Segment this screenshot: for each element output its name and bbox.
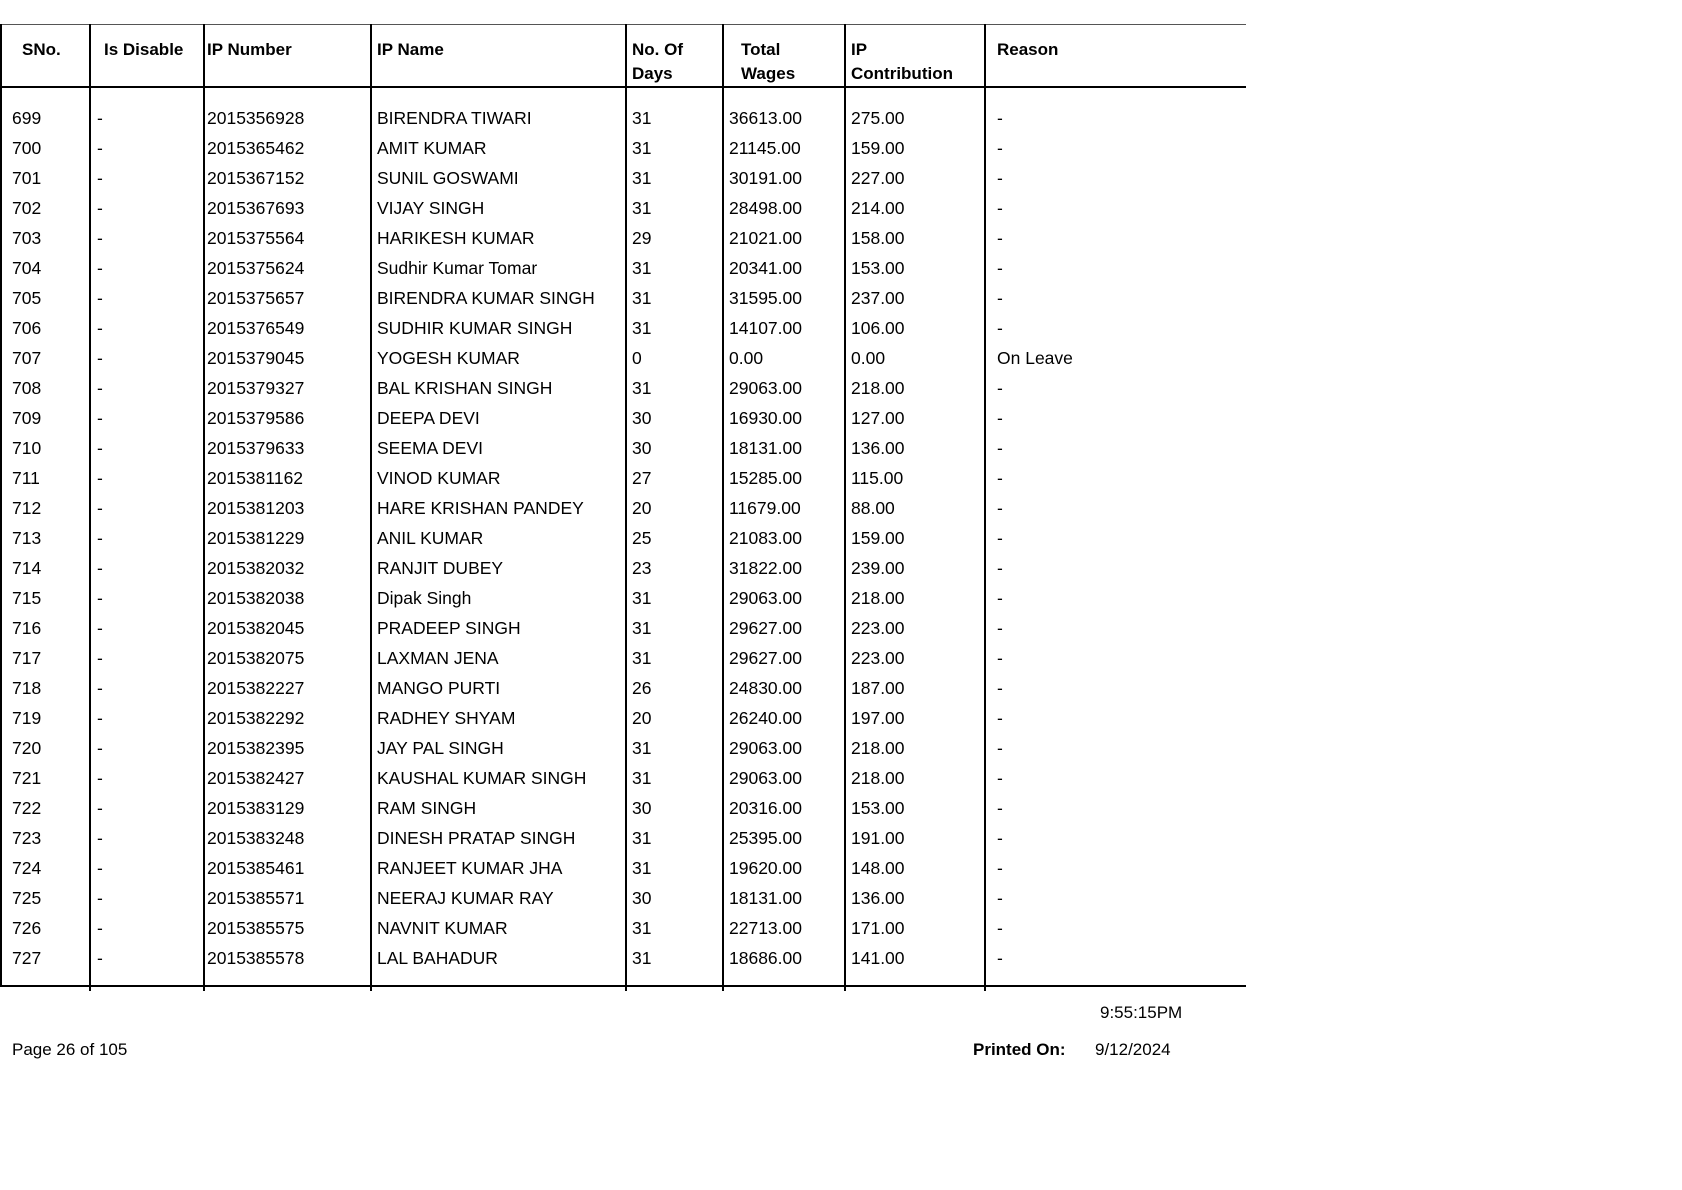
cell-is-disable: - (97, 438, 103, 458)
header-bottom-border (0, 86, 1246, 88)
cell-ip-name: RANJIT DUBEY (377, 558, 504, 578)
cell-no-of-days: 31 (632, 108, 652, 128)
cell-total-wages: 24830.00 (729, 678, 802, 698)
cell-ip-name: PRADEEP SINGH (377, 618, 521, 638)
cell-ip-number: 2015382395 (207, 738, 305, 758)
cell-sno: 699 (12, 108, 42, 128)
header-no-of-days: No. Of Days (632, 40, 683, 83)
column-divider (370, 24, 372, 991)
cell-is-disable: - (97, 318, 103, 338)
cell-is-disable: - (97, 528, 103, 548)
cell-reason: - (997, 108, 1003, 128)
cell-is-disable: - (97, 708, 103, 728)
cell-ip-number: 2015375657 (207, 288, 305, 308)
cell-reason: - (997, 678, 1003, 698)
cell-total-wages: 29063.00 (729, 588, 802, 608)
column-divider (89, 24, 91, 991)
cell-ip-contribution: 159.00 (851, 528, 905, 548)
header-ip-contribution: IP Contribution (851, 40, 953, 83)
cell-ip-number: 2015367693 (207, 198, 305, 218)
cell-ip-name: DEEPA DEVI (377, 408, 480, 428)
header-is-disable: Is Disable (104, 40, 184, 59)
cell-ip-contribution: 88.00 (851, 498, 895, 518)
column-divider (984, 24, 986, 991)
cell-total-wages: 16930.00 (729, 408, 802, 428)
cell-sno: 704 (12, 258, 42, 278)
cell-no-of-days: 31 (632, 858, 652, 878)
cell-ip-number: 2015379586 (207, 408, 305, 428)
cell-no-of-days: 30 (632, 438, 652, 458)
cell-no-of-days: 23 (632, 558, 652, 578)
cell-no-of-days: 31 (632, 588, 652, 608)
cell-is-disable: - (97, 198, 103, 218)
cell-ip-number: 2015382038 (207, 588, 305, 608)
cell-reason: On Leave (997, 348, 1073, 368)
cell-is-disable: - (97, 948, 103, 968)
cell-reason: - (997, 528, 1003, 548)
cell-ip-name: RADHEY SHYAM (377, 708, 516, 728)
cell-ip-name: VIJAY SINGH (377, 198, 485, 218)
cell-total-wages: 29627.00 (729, 648, 802, 668)
cell-reason: - (997, 948, 1003, 968)
cell-ip-number: 2015382227 (207, 678, 305, 698)
cell-ip-number: 2015383129 (207, 798, 305, 818)
cell-no-of-days: 30 (632, 408, 652, 428)
cell-no-of-days: 26 (632, 678, 652, 698)
cell-total-wages: 31595.00 (729, 288, 802, 308)
cell-ip-number: 2015385578 (207, 948, 305, 968)
cell-ip-number: 2015382427 (207, 768, 305, 788)
cell-ip-name: ANIL KUMAR (377, 528, 484, 548)
cell-ip-contribution: 0.00 (851, 348, 886, 368)
cell-total-wages: 31822.00 (729, 558, 802, 578)
cell-ip-number: 2015375624 (207, 258, 305, 278)
cell-total-wages: 26240.00 (729, 708, 802, 728)
cell-ip-name: AMIT KUMAR (377, 138, 487, 158)
cell-ip-name: HARIKESH KUMAR (377, 228, 535, 248)
cell-reason: - (997, 588, 1003, 608)
cell-total-wages: 11679.00 (729, 498, 801, 518)
cell-is-disable: - (97, 558, 103, 578)
cell-reason: - (997, 408, 1003, 428)
cell-ip-contribution: 239.00 (851, 558, 905, 578)
cell-reason: - (997, 228, 1003, 248)
cell-no-of-days: 27 (632, 468, 652, 488)
cell-ip-contribution: 223.00 (851, 648, 905, 668)
cell-reason: - (997, 648, 1003, 668)
cell-ip-name: BIRENDRA TIWARI (377, 108, 532, 128)
cell-ip-number: 2015356928 (207, 108, 305, 128)
cell-sno: 713 (12, 528, 42, 548)
page-number: Page 26 of 105 (12, 1040, 128, 1059)
cell-sno: 711 (12, 468, 40, 488)
cell-no-of-days: 20 (632, 498, 652, 518)
cell-no-of-days: 31 (632, 618, 652, 638)
cell-reason: - (997, 828, 1003, 848)
cell-reason: - (997, 168, 1003, 188)
cell-ip-contribution: 197.00 (851, 708, 905, 728)
cell-ip-contribution: 141.00 (851, 948, 905, 968)
header-total-wages: Total Wages (741, 40, 796, 83)
cell-no-of-days: 31 (632, 138, 652, 158)
cell-total-wages: 29063.00 (729, 738, 802, 758)
cell-sno: 715 (12, 588, 42, 608)
cell-ip-name: VINOD KUMAR (377, 468, 501, 488)
cell-ip-number: 2015381229 (207, 528, 305, 548)
cell-total-wages: 29627.00 (729, 618, 802, 638)
cell-is-disable: - (97, 768, 103, 788)
cell-sno: 706 (12, 318, 42, 338)
cell-sno: 703 (12, 228, 42, 248)
cell-ip-name: YOGESH KUMAR (377, 348, 520, 368)
cell-reason: - (997, 318, 1003, 338)
cell-total-wages: 20316.00 (729, 798, 802, 818)
cell-no-of-days: 31 (632, 918, 652, 938)
cell-no-of-days: 31 (632, 258, 652, 278)
header-sno: SNo. (22, 40, 61, 59)
cell-is-disable: - (97, 348, 103, 368)
cell-reason: - (997, 888, 1003, 908)
cell-sno: 721 (12, 768, 42, 788)
cell-ip-number: 2015379633 (207, 438, 305, 458)
cell-total-wages: 18131.00 (729, 438, 802, 458)
cell-ip-contribution: 153.00 (851, 798, 905, 818)
cell-total-wages: 18686.00 (729, 948, 802, 968)
cell-sno: 710 (12, 438, 42, 458)
cell-total-wages: 21145.00 (729, 138, 801, 158)
cell-total-wages: 18131.00 (729, 888, 802, 908)
cell-no-of-days: 31 (632, 648, 652, 668)
cell-sno: 707 (12, 348, 42, 368)
cell-ip-number: 2015379327 (207, 378, 305, 398)
cell-total-wages: 36613.00 (729, 108, 802, 128)
cell-ip-contribution: 218.00 (851, 588, 905, 608)
cell-ip-name: BAL KRISHAN SINGH (377, 378, 553, 398)
cell-ip-name: JAY PAL SINGH (377, 738, 504, 758)
cell-reason: - (997, 798, 1003, 818)
cell-total-wages: 30191.00 (729, 168, 802, 188)
cell-is-disable: - (97, 288, 103, 308)
cell-total-wages: 0.00 (729, 348, 764, 368)
table-bottom-border (0, 985, 1246, 987)
cell-reason: - (997, 918, 1003, 938)
cell-sno: 719 (12, 708, 42, 728)
cell-ip-contribution: 191.00 (851, 828, 905, 848)
cell-ip-contribution: 218.00 (851, 378, 905, 398)
column-divider (625, 24, 627, 991)
cell-no-of-days: 31 (632, 198, 652, 218)
cell-sno: 720 (12, 738, 42, 758)
cell-ip-name: NEERAJ KUMAR RAY (377, 888, 554, 908)
cell-is-disable: - (97, 858, 103, 878)
cell-is-disable: - (97, 108, 103, 128)
cell-total-wages: 25395.00 (729, 828, 802, 848)
cell-no-of-days: 31 (632, 168, 652, 188)
cell-sno: 723 (12, 828, 42, 848)
cell-ip-name: RAM SINGH (377, 798, 477, 818)
cell-sno: 705 (12, 288, 42, 308)
header-reason: Reason (997, 40, 1059, 59)
cell-ip-contribution: 275.00 (851, 108, 905, 128)
header-ip-name: IP Name (377, 40, 444, 59)
column-divider (203, 24, 205, 991)
cell-ip-contribution: 171.00 (851, 918, 905, 938)
cell-ip-contribution: 237.00 (851, 288, 905, 308)
cell-ip-number: 2015385575 (207, 918, 305, 938)
cell-ip-name: SUDHIR KUMAR SINGH (377, 318, 573, 338)
cell-ip-contribution: 106.00 (851, 318, 905, 338)
cell-ip-name: LAXMAN JENA (377, 648, 499, 668)
cell-reason: - (997, 288, 1003, 308)
cell-ip-contribution: 115.00 (851, 468, 904, 488)
cell-sno: 724 (12, 858, 42, 878)
cell-ip-name: NAVNIT KUMAR (377, 918, 508, 938)
cell-is-disable: - (97, 168, 103, 188)
cell-ip-name: DINESH PRATAP SINGH (377, 828, 576, 848)
cell-ip-name: Sudhir Kumar Tomar (377, 258, 538, 278)
cell-sno: 725 (12, 888, 42, 908)
cell-ip-number: 2015367152 (207, 168, 305, 188)
cell-ip-contribution: 227.00 (851, 168, 905, 188)
cell-ip-name: RANJEET KUMAR JHA (377, 858, 563, 878)
cell-ip-name: SEEMA DEVI (377, 438, 484, 458)
cell-is-disable: - (97, 888, 103, 908)
cell-ip-name: MANGO PURTI (377, 678, 501, 698)
cell-ip-contribution: 127.00 (851, 408, 905, 428)
cell-ip-number: 2015365462 (207, 138, 305, 158)
column-divider (0, 24, 2, 987)
cell-total-wages: 20341.00 (729, 258, 802, 278)
cell-no-of-days: 31 (632, 318, 652, 338)
cell-reason: - (997, 198, 1003, 218)
column-divider (844, 24, 846, 991)
cell-total-wages: 29063.00 (729, 378, 802, 398)
cell-no-of-days: 31 (632, 288, 652, 308)
cell-sno: 712 (12, 498, 42, 518)
printed-on-label: Printed On: (973, 1040, 1066, 1059)
cell-is-disable: - (97, 678, 103, 698)
cell-ip-number: 2015382032 (207, 558, 305, 578)
cell-ip-contribution: 218.00 (851, 738, 905, 758)
cell-is-disable: - (97, 588, 103, 608)
cell-is-disable: - (97, 738, 103, 758)
cell-total-wages: 22713.00 (729, 918, 802, 938)
cell-sno: 718 (12, 678, 42, 698)
cell-is-disable: - (97, 228, 103, 248)
cell-is-disable: - (97, 798, 103, 818)
cell-ip-number: 2015382075 (207, 648, 305, 668)
cell-sno: 716 (12, 618, 42, 638)
cell-ip-contribution: 223.00 (851, 618, 905, 638)
cell-ip-number: 2015376549 (207, 318, 305, 338)
cell-is-disable: - (97, 828, 103, 848)
cell-ip-number: 2015375564 (207, 228, 305, 248)
cell-sno: 702 (12, 198, 42, 218)
cell-no-of-days: 31 (632, 768, 652, 788)
cell-ip-name: HARE KRISHAN PANDEY (377, 498, 584, 518)
cell-is-disable: - (97, 918, 103, 938)
cell-no-of-days: 29 (632, 228, 652, 248)
cell-sno: 726 (12, 918, 42, 938)
cell-no-of-days: 20 (632, 708, 652, 728)
cell-no-of-days: 25 (632, 528, 652, 548)
cell-ip-number: 2015381162 (207, 468, 304, 488)
cell-ip-number: 2015379045 (207, 348, 305, 368)
cell-ip-contribution: 214.00 (851, 198, 905, 218)
cell-sno: 727 (12, 948, 42, 968)
cell-sno: 717 (12, 648, 42, 668)
cell-total-wages: 19620.00 (729, 858, 802, 878)
cell-is-disable: - (97, 378, 103, 398)
cell-ip-name: SUNIL GOSWAMI (377, 168, 519, 188)
cell-ip-name: BIRENDRA KUMAR SINGH (377, 288, 595, 308)
table-top-border (0, 24, 1246, 25)
cell-total-wages: 14107.00 (729, 318, 802, 338)
cell-total-wages: 21083.00 (729, 528, 802, 548)
cell-reason: - (997, 558, 1003, 578)
cell-ip-number: 2015382292 (207, 708, 305, 728)
cell-reason: - (997, 438, 1003, 458)
cell-ip-number: 2015381203 (207, 498, 305, 518)
cell-reason: - (997, 618, 1003, 638)
cell-total-wages: 29063.00 (729, 768, 802, 788)
cell-reason: - (997, 768, 1003, 788)
cell-total-wages: 28498.00 (729, 198, 802, 218)
column-divider (722, 24, 724, 991)
cell-is-disable: - (97, 648, 103, 668)
cell-reason: - (997, 378, 1003, 398)
header-ip-number: IP Number (207, 40, 292, 59)
cell-ip-name: LAL BAHADUR (377, 948, 498, 968)
cell-ip-contribution: 218.00 (851, 768, 905, 788)
cell-no-of-days: 30 (632, 888, 652, 908)
cell-ip-number: 2015385461 (207, 858, 305, 878)
cell-total-wages: 15285.00 (729, 468, 802, 488)
cell-ip-name: Dipak Singh (377, 588, 472, 608)
cell-ip-contribution: 153.00 (851, 258, 905, 278)
cell-is-disable: - (97, 498, 103, 518)
cell-sno: 708 (12, 378, 42, 398)
cell-no-of-days: 31 (632, 378, 652, 398)
cell-no-of-days: 0 (632, 348, 642, 368)
cell-sno: 700 (12, 138, 42, 158)
printed-on-date: 9/12/2024 (1095, 1040, 1171, 1059)
cell-reason: - (997, 498, 1003, 518)
print-time: 9:55:15PM (1100, 1003, 1183, 1022)
cell-reason: - (997, 858, 1003, 878)
cell-reason: - (997, 468, 1003, 488)
cell-no-of-days: 31 (632, 948, 652, 968)
cell-sno: 709 (12, 408, 42, 428)
cell-reason: - (997, 738, 1003, 758)
cell-ip-contribution: 136.00 (851, 438, 905, 458)
cell-ip-contribution: 148.00 (851, 858, 905, 878)
cell-ip-number: 2015382045 (207, 618, 305, 638)
cell-ip-contribution: 136.00 (851, 888, 905, 908)
cell-sno: 722 (12, 798, 42, 818)
cell-reason: - (997, 708, 1003, 728)
cell-is-disable: - (97, 408, 103, 428)
cell-ip-name: KAUSHAL KUMAR SINGH (377, 768, 587, 788)
cell-ip-contribution: 158.00 (851, 228, 905, 248)
cell-is-disable: - (97, 618, 103, 638)
cell-no-of-days: 30 (632, 798, 652, 818)
cell-ip-contribution: 187.00 (851, 678, 905, 698)
cell-reason: - (997, 138, 1003, 158)
cell-is-disable: - (97, 468, 103, 488)
cell-sno: 701 (12, 168, 42, 188)
cell-ip-contribution: 159.00 (851, 138, 905, 158)
cell-reason: - (997, 258, 1003, 278)
cell-ip-number: 2015383248 (207, 828, 305, 848)
cell-no-of-days: 31 (632, 828, 652, 848)
cell-sno: 714 (12, 558, 42, 578)
cell-total-wages: 21021.00 (729, 228, 802, 248)
cell-is-disable: - (97, 138, 103, 158)
cell-ip-number: 2015385571 (207, 888, 305, 908)
cell-no-of-days: 31 (632, 738, 652, 758)
cell-is-disable: - (97, 258, 103, 278)
